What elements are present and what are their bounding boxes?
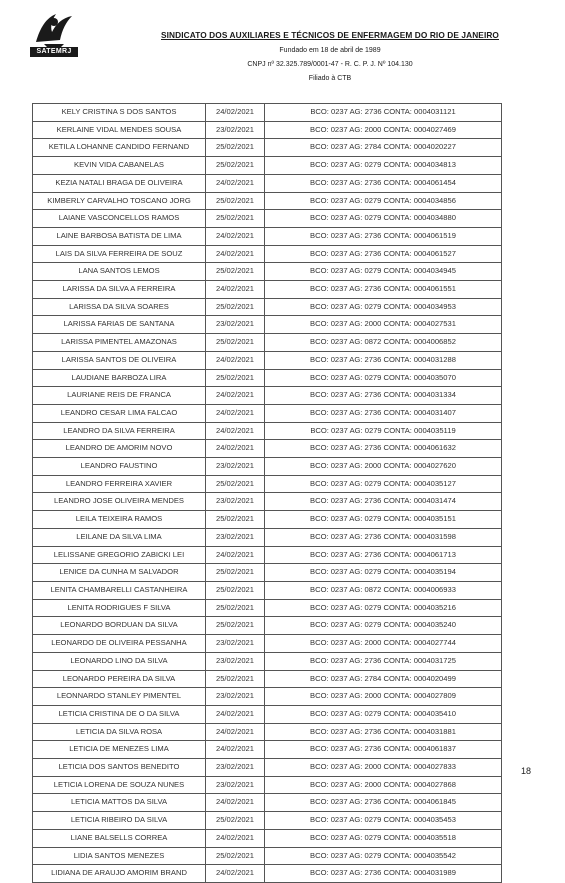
table-row [33, 263, 502, 281]
table-row [33, 334, 502, 352]
member-name-cell: KELY CRISTINA S DOS SANTOS [33, 104, 206, 122]
bank-account-cell: BCO: 0237 AG: 0279 CONTA: 0004034945 [265, 263, 502, 281]
date-cell: 23/02/2021 [206, 528, 265, 546]
table-row [33, 458, 502, 476]
date-cell: 25/02/2021 [206, 511, 265, 529]
date-cell: 25/02/2021 [206, 617, 265, 635]
bank-account-cell: BCO: 0237 AG: 0279 CONTA: 0004034856 [265, 192, 502, 210]
date-cell: 24/02/2021 [206, 387, 265, 405]
bank-account-cell: BCO: 0237 AG: 2736 CONTA: 0004031598 [265, 528, 502, 546]
bank-account-cell: BCO: 0237 AG: 2000 CONTA: 0004027868 [265, 776, 502, 794]
date-cell: 23/02/2021 [206, 316, 265, 334]
registry-line: CNPJ nº 32.325.789/0001-47 - R. C. P. J. Nº 104.130 [247, 61, 413, 68]
member-name-cell: LEANDRO JOSE OLIVEIRA MENDES [33, 493, 206, 511]
date-cell: 24/02/2021 [206, 829, 265, 847]
bank-account-cell: BCO: 0237 AG: 0279 CONTA: 0004035518 [265, 829, 502, 847]
member-name-cell: LARISSA DA SILVA SOARES [33, 298, 206, 316]
date-cell: 25/02/2021 [206, 599, 265, 617]
date-cell: 24/02/2021 [206, 104, 265, 122]
member-name-cell: LEANDRO CESAR LIMA FALCAO [33, 404, 206, 422]
date-cell: 25/02/2021 [206, 298, 265, 316]
member-name-cell: LEANDRO FERREIRA XAVIER [33, 475, 206, 493]
page-number: 18 [520, 766, 531, 776]
bank-account-cell: BCO: 0237 AG: 2736 CONTA: 0004031407 [265, 404, 502, 422]
member-name-cell: LENITA RODRIGUES F SILVA [33, 599, 206, 617]
member-name-cell: LEILA TEIXEIRA RAMOS [33, 511, 206, 529]
member-name-cell: KERLAINE VIDAL MENDES SOUSA [33, 121, 206, 139]
bank-account-cell: BCO: 0237 AG: 0279 CONTA: 0004035119 [265, 422, 502, 440]
table-row [33, 227, 502, 245]
date-cell: 23/02/2021 [206, 121, 265, 139]
bank-account-cell: BCO: 0237 AG: 2736 CONTA: 0004061845 [265, 794, 502, 812]
affiliation-line: Filiado à CTB [308, 75, 352, 82]
bank-account-cell: BCO: 0237 AG: 2736 CONTA: 0004061519 [265, 227, 502, 245]
bank-account-cell: BCO: 0237 AG: 2736 CONTA: 0004031334 [265, 387, 502, 405]
member-name-cell: KEZIA NATALI BRAGA DE OLIVEIRA [33, 174, 206, 192]
member-name-cell: LELISSANE GREGORIO ZABICKI LEI [33, 546, 206, 564]
bank-account-cell: BCO: 0237 AG: 2736 CONTA: 0004061632 [265, 440, 502, 458]
date-cell: 24/02/2021 [206, 723, 265, 741]
bank-account-cell: BCO: 0237 AG: 0279 CONTA: 0004035542 [265, 847, 502, 865]
table-row [33, 528, 502, 546]
table-row [33, 759, 502, 777]
bank-account-cell: BCO: 0237 AG: 0279 CONTA: 0004035194 [265, 564, 502, 582]
member-name-cell: LENITA CHAMBARELLI CASTANHEIRA [33, 581, 206, 599]
member-name-cell: LEONARDO PEREIRA DA SILVA [33, 670, 206, 688]
table-row [33, 369, 502, 387]
table-row [33, 581, 502, 599]
table-row [33, 812, 502, 830]
bank-account-cell: BCO: 0237 AG: 2736 CONTA: 0004061454 [265, 174, 502, 192]
bank-account-cell: BCO: 0237 AG: 2736 CONTA: 0004031288 [265, 351, 502, 369]
date-cell: 25/02/2021 [206, 581, 265, 599]
bank-account-cell: BCO: 0237 AG: 0279 CONTA: 0004035151 [265, 511, 502, 529]
member-name-cell: LAIANE VASCONCELLOS RAMOS [33, 210, 206, 228]
table-row [33, 210, 502, 228]
date-cell: 23/02/2021 [206, 776, 265, 794]
date-cell: 24/02/2021 [206, 351, 265, 369]
date-cell: 24/02/2021 [206, 546, 265, 564]
member-name-cell: LETICIA LORENA DE SOUZA NUNES [33, 776, 206, 794]
date-cell: 24/02/2021 [206, 404, 265, 422]
bank-account-cell: BCO: 0237 AG: 0279 CONTA: 0004035410 [265, 705, 502, 723]
bank-account-cell: BCO: 0237 AG: 0279 CONTA: 0004034813 [265, 157, 502, 175]
date-cell: 25/02/2021 [206, 847, 265, 865]
member-name-cell: LETICIA DA SILVA ROSA [33, 723, 206, 741]
table-row [33, 387, 502, 405]
date-cell: 23/02/2021 [206, 688, 265, 706]
bank-account-cell: BCO: 0237 AG: 2736 CONTA: 0004031989 [265, 865, 502, 883]
table-row [33, 688, 502, 706]
member-name-cell: LARISSA PIMENTEL AMAZONAS [33, 334, 206, 352]
document-header [0, 0, 565, 100]
member-name-cell: LAIS DA SILVA FERREIRA DE SOUZ [33, 245, 206, 263]
date-cell: 24/02/2021 [206, 865, 265, 883]
member-name-cell: LARISSA DA SILVA A FERREIRA [33, 281, 206, 299]
bank-account-cell: BCO: 0237 AG: 2784 CONTA: 0004020227 [265, 139, 502, 157]
date-cell: 25/02/2021 [206, 157, 265, 175]
member-name-cell: LETICIA MATTOS DA SILVA [33, 794, 206, 812]
date-cell: 24/02/2021 [206, 794, 265, 812]
bank-account-cell: BCO: 0237 AG: 2736 CONTA: 0004061837 [265, 741, 502, 759]
table-row [33, 104, 502, 122]
table-row [33, 564, 502, 582]
date-cell: 25/02/2021 [206, 670, 265, 688]
member-name-cell: LIANE BALSELLS CORREA [33, 829, 206, 847]
table-row [33, 121, 502, 139]
member-name-cell: LANA SANTOS LEMOS [33, 263, 206, 281]
date-cell: 24/02/2021 [206, 281, 265, 299]
member-name-cell: LETICIA CRISTINA DE O DA SILVA [33, 705, 206, 723]
date-cell: 23/02/2021 [206, 493, 265, 511]
bank-account-cell: BCO: 0237 AG: 2736 CONTA: 0004061527 [265, 245, 502, 263]
date-cell: 23/02/2021 [206, 635, 265, 653]
bank-account-cell: BCO: 0237 AG: 2000 CONTA: 0004027744 [265, 635, 502, 653]
bank-account-cell: BCO: 0237 AG: 2736 CONTA: 0004061713 [265, 546, 502, 564]
table-row [33, 546, 502, 564]
bank-account-cell: BCO: 0237 AG: 2736 CONTA: 0004031121 [265, 104, 502, 122]
table-row [33, 652, 502, 670]
bank-account-cell: BCO: 0237 AG: 2736 CONTA: 0004061551 [265, 281, 502, 299]
member-name-cell: LENICE DA CUNHA M SALVADOR [33, 564, 206, 582]
table-row [33, 599, 502, 617]
member-name-cell: LEONARDO DE OLIVEIRA PESSANHA [33, 635, 206, 653]
bank-account-cell: BCO: 0237 AG: 2000 CONTA: 0004027809 [265, 688, 502, 706]
date-cell: 24/02/2021 [206, 705, 265, 723]
bank-account-cell: BCO: 0237 AG: 0279 CONTA: 0004035070 [265, 369, 502, 387]
date-cell: 25/02/2021 [206, 139, 265, 157]
bank-account-cell: BCO: 0237 AG: 0872 CONTA: 0004006933 [265, 581, 502, 599]
member-name-cell: LAINE BARBOSA BATISTA DE LIMA [33, 227, 206, 245]
table-row [33, 316, 502, 334]
table-row [33, 847, 502, 865]
bank-account-cell: BCO: 0237 AG: 2000 CONTA: 0004027469 [265, 121, 502, 139]
table-row [33, 422, 502, 440]
table-row [33, 351, 502, 369]
date-cell: 25/02/2021 [206, 564, 265, 582]
bank-account-cell: BCO: 0237 AG: 0279 CONTA: 0004035240 [265, 617, 502, 635]
logo-text: SATEMRJ [30, 47, 78, 57]
table-row [33, 139, 502, 157]
date-cell: 25/02/2021 [206, 812, 265, 830]
member-name-cell: LEILANE DA SILVA LIMA [33, 528, 206, 546]
table-row [33, 670, 502, 688]
date-cell: 24/02/2021 [206, 741, 265, 759]
member-name-cell: LIDIANA DE ARAUJO AMORIM BRAND [33, 865, 206, 883]
date-cell: 23/02/2021 [206, 458, 265, 476]
table-row [33, 635, 502, 653]
member-name-cell: LEANDRO FAUSTINO [33, 458, 206, 476]
date-cell: 24/02/2021 [206, 227, 265, 245]
founded-line: Fundado em 18 de abril de 1989 [279, 47, 381, 54]
table-row [33, 281, 502, 299]
member-name-cell: LEONARDO BORDUAN DA SILVA [33, 617, 206, 635]
member-name-cell: LETICIA DOS SANTOS BENEDITO [33, 759, 206, 777]
bank-account-cell: BCO: 0237 AG: 2000 CONTA: 0004027531 [265, 316, 502, 334]
table-row [33, 829, 502, 847]
member-name-cell: LETICIA RIBEIRO DA SILVA [33, 812, 206, 830]
table-row [33, 741, 502, 759]
date-cell: 24/02/2021 [206, 422, 265, 440]
table-row [33, 705, 502, 723]
member-name-cell: LEONNARDO STANLEY PIMENTEL [33, 688, 206, 706]
date-cell: 25/02/2021 [206, 263, 265, 281]
bank-account-cell: BCO: 0237 AG: 2736 CONTA: 0004031881 [265, 723, 502, 741]
member-name-cell: LEONARDO LINO DA SILVA [33, 652, 206, 670]
date-cell: 24/02/2021 [206, 174, 265, 192]
bank-account-cell: BCO: 0237 AG: 0279 CONTA: 0004034880 [265, 210, 502, 228]
bank-account-cell: BCO: 0237 AG: 0279 CONTA: 0004034953 [265, 298, 502, 316]
bank-account-cell: BCO: 0237 AG: 2000 CONTA: 0004027620 [265, 458, 502, 476]
bank-account-cell: BCO: 0237 AG: 2000 CONTA: 0004027833 [265, 759, 502, 777]
member-name-cell: LEANDRO DA SILVA FERREIRA [33, 422, 206, 440]
date-cell: 25/02/2021 [206, 334, 265, 352]
date-cell: 25/02/2021 [206, 192, 265, 210]
member-name-cell: LAURIANE REIS DE FRANCA [33, 387, 206, 405]
bank-account-cell: BCO: 0237 AG: 0872 CONTA: 0004006852 [265, 334, 502, 352]
member-name-cell: LETICIA DE MENEZES LIMA [33, 741, 206, 759]
date-cell: 25/02/2021 [206, 369, 265, 387]
table-row [33, 298, 502, 316]
member-name-cell: LAUDIANE BARBOZA LIRA [33, 369, 206, 387]
member-name-cell: LIDIA SANTOS MENEZES [33, 847, 206, 865]
member-name-cell: KEVIN VIDA CABANELAS [33, 157, 206, 175]
table-body [33, 104, 502, 883]
table-row [33, 157, 502, 175]
table-row [33, 493, 502, 511]
table-row [33, 404, 502, 422]
member-name-cell: LEANDRO DE AMORIM NOVO [33, 440, 206, 458]
date-cell: 24/02/2021 [206, 245, 265, 263]
date-cell: 25/02/2021 [206, 210, 265, 228]
bank-account-cell: BCO: 0237 AG: 0279 CONTA: 0004035127 [265, 475, 502, 493]
bank-account-cell: BCO: 0237 AG: 2736 CONTA: 0004031725 [265, 652, 502, 670]
table-row [33, 723, 502, 741]
member-name-cell: LARISSA SANTOS DE OLIVEIRA [33, 351, 206, 369]
table-row [33, 794, 502, 812]
member-name-cell: LARISSA FARIAS DE SANTANA [33, 316, 206, 334]
date-cell: 23/02/2021 [206, 652, 265, 670]
table-row [33, 475, 502, 493]
date-cell: 25/02/2021 [206, 475, 265, 493]
table-row [33, 776, 502, 794]
document-title: SINDICATO DOS AUXILIARES E TÉCNICOS DE ENFERMAGEM DO RIO DE JANEIRO [161, 30, 499, 40]
member-payment-table [32, 103, 502, 883]
table-row [33, 511, 502, 529]
date-cell: 23/02/2021 [206, 759, 265, 777]
table-row [33, 192, 502, 210]
table-row [33, 174, 502, 192]
member-name-cell: KIMBERLY CARVALHO TOSCANO JORG [33, 192, 206, 210]
bank-account-cell: BCO: 0237 AG: 0279 CONTA: 0004035453 [265, 812, 502, 830]
table-row [33, 245, 502, 263]
bank-account-cell: BCO: 0237 AG: 2784 CONTA: 0004020499 [265, 670, 502, 688]
table-row [33, 617, 502, 635]
table-row [33, 865, 502, 883]
table-row [33, 440, 502, 458]
bank-account-cell: BCO: 0237 AG: 0279 CONTA: 0004035216 [265, 599, 502, 617]
date-cell: 24/02/2021 [206, 440, 265, 458]
member-name-cell: KETILA LOHANNE CANDIDO FERNAND [33, 139, 206, 157]
bank-account-cell: BCO: 0237 AG: 2736 CONTA: 0004031474 [265, 493, 502, 511]
